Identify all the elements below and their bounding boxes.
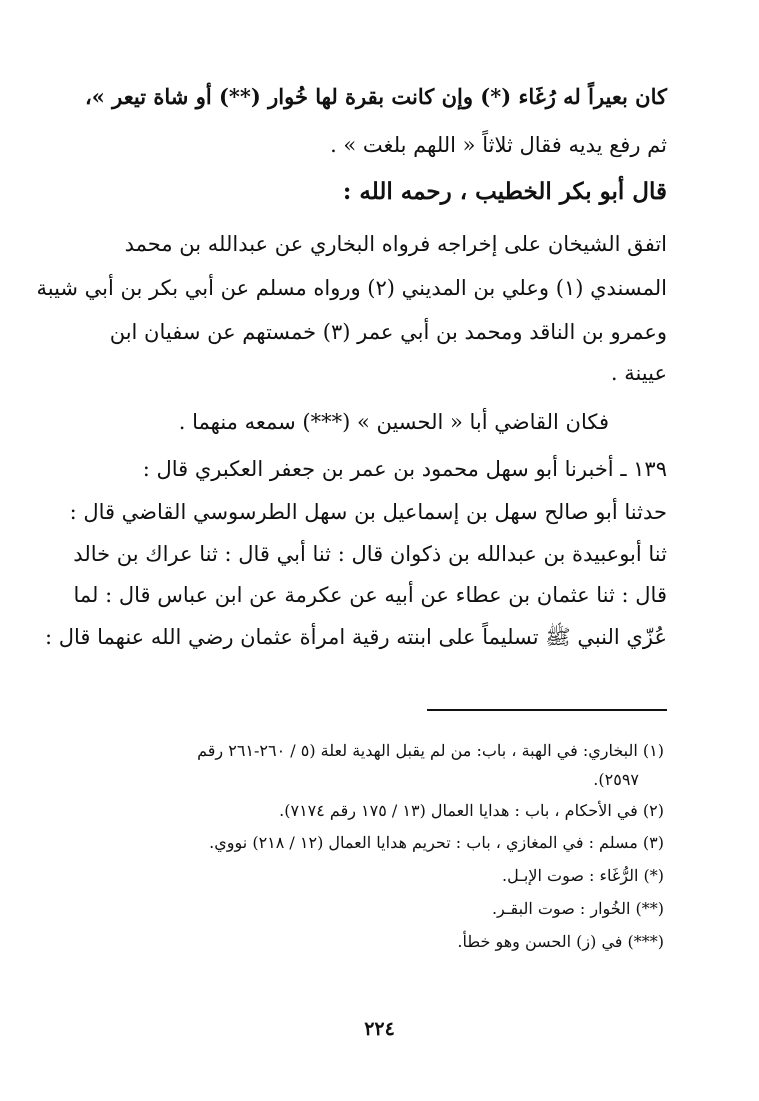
text-line-5: المسندي (١) وعلي بن المديني (٢) ورواه مسلم عن أبي بكر بن أبي شيبة [36, 276, 667, 300]
footnote-star-3: (***) في (ز) الحسن وهو خطأ. [457, 932, 664, 951]
footnote-star-2: (**) الخُوار : صوت البقـر. [491, 899, 664, 918]
footnote-1: (١) البخاري: في الهبة ، باب: من لم يقبل الهدية لعلة (٥ / ٢٦٠-٢٦١ رقم [197, 741, 664, 760]
text-line-7: عيينة . [610, 361, 667, 385]
hadith-139-line-3: ثنا أبوعبيدة بن عبدالله بن ذكوان قال : ثنا أبي قال : ثنا عراك بن خالد [73, 542, 667, 566]
text-line-6: وعمرو بن الناقد ومحمد بن أبي عمر (٣) خمستهم عن سفيان ابن [109, 320, 667, 344]
section-heading: قال أبو بكر الخطيب ، رحمه الله : [342, 178, 667, 205]
footnote-3: (٣) مسلم : في المغازي ، باب : تحريم هدايا العمال (١٢ / ٢١٨) نووي. [209, 833, 664, 852]
hadith-139-line-2: حدثنا أبو صالح سهل بن إسماعيل بن سهل الطرسوسي القاضي قال : [69, 500, 667, 524]
hadith-139-line-4: قال : ثنا عثمان بن عطاء عن أبيه عن عكرمة عن ابن عباس قال : لما [73, 583, 667, 607]
footnote-2: (٢) في الأحكام ، باب : هدايا العمال (١٣ / ١٧٥ رقم ٧١٧٤). [279, 801, 664, 820]
text-line-4: اتفق الشيخان على إخراجه فرواه البخاري عن عبدالله بن محمد [124, 232, 667, 256]
text-line-8: فكان القاضي أبا « الحسين » (***) سمعه منهما . [178, 410, 609, 434]
text-line-1: كان بعيراً له رُغَاء (*) وإن كانت بقرة لها خُوار (**) أو شاة تيعر »، [84, 84, 667, 109]
footnote-star-1: (*) الرُّغَاء : صوت الإبـل. [502, 866, 664, 885]
text-line-2: ثم رفع يديه فقال ثلاثاً « اللهم بلغت » . [330, 133, 667, 157]
hadith-139-line-5: عُزّي النبي ﷺ تسليماً على ابنته رقية امرأة عثمان رضي الله عنهما قال : [44, 625, 667, 649]
footnote-1-continued: ٢٥٩٧). [593, 770, 639, 789]
hadith-139-line-1: ١٣٩ ـ أخبرنا أبو سهل محمود بن عمر بن جعفر العكبري قال : [142, 457, 667, 481]
page-number: ٢٢٤ [364, 1018, 395, 1040]
footnote-divider [427, 709, 667, 711]
